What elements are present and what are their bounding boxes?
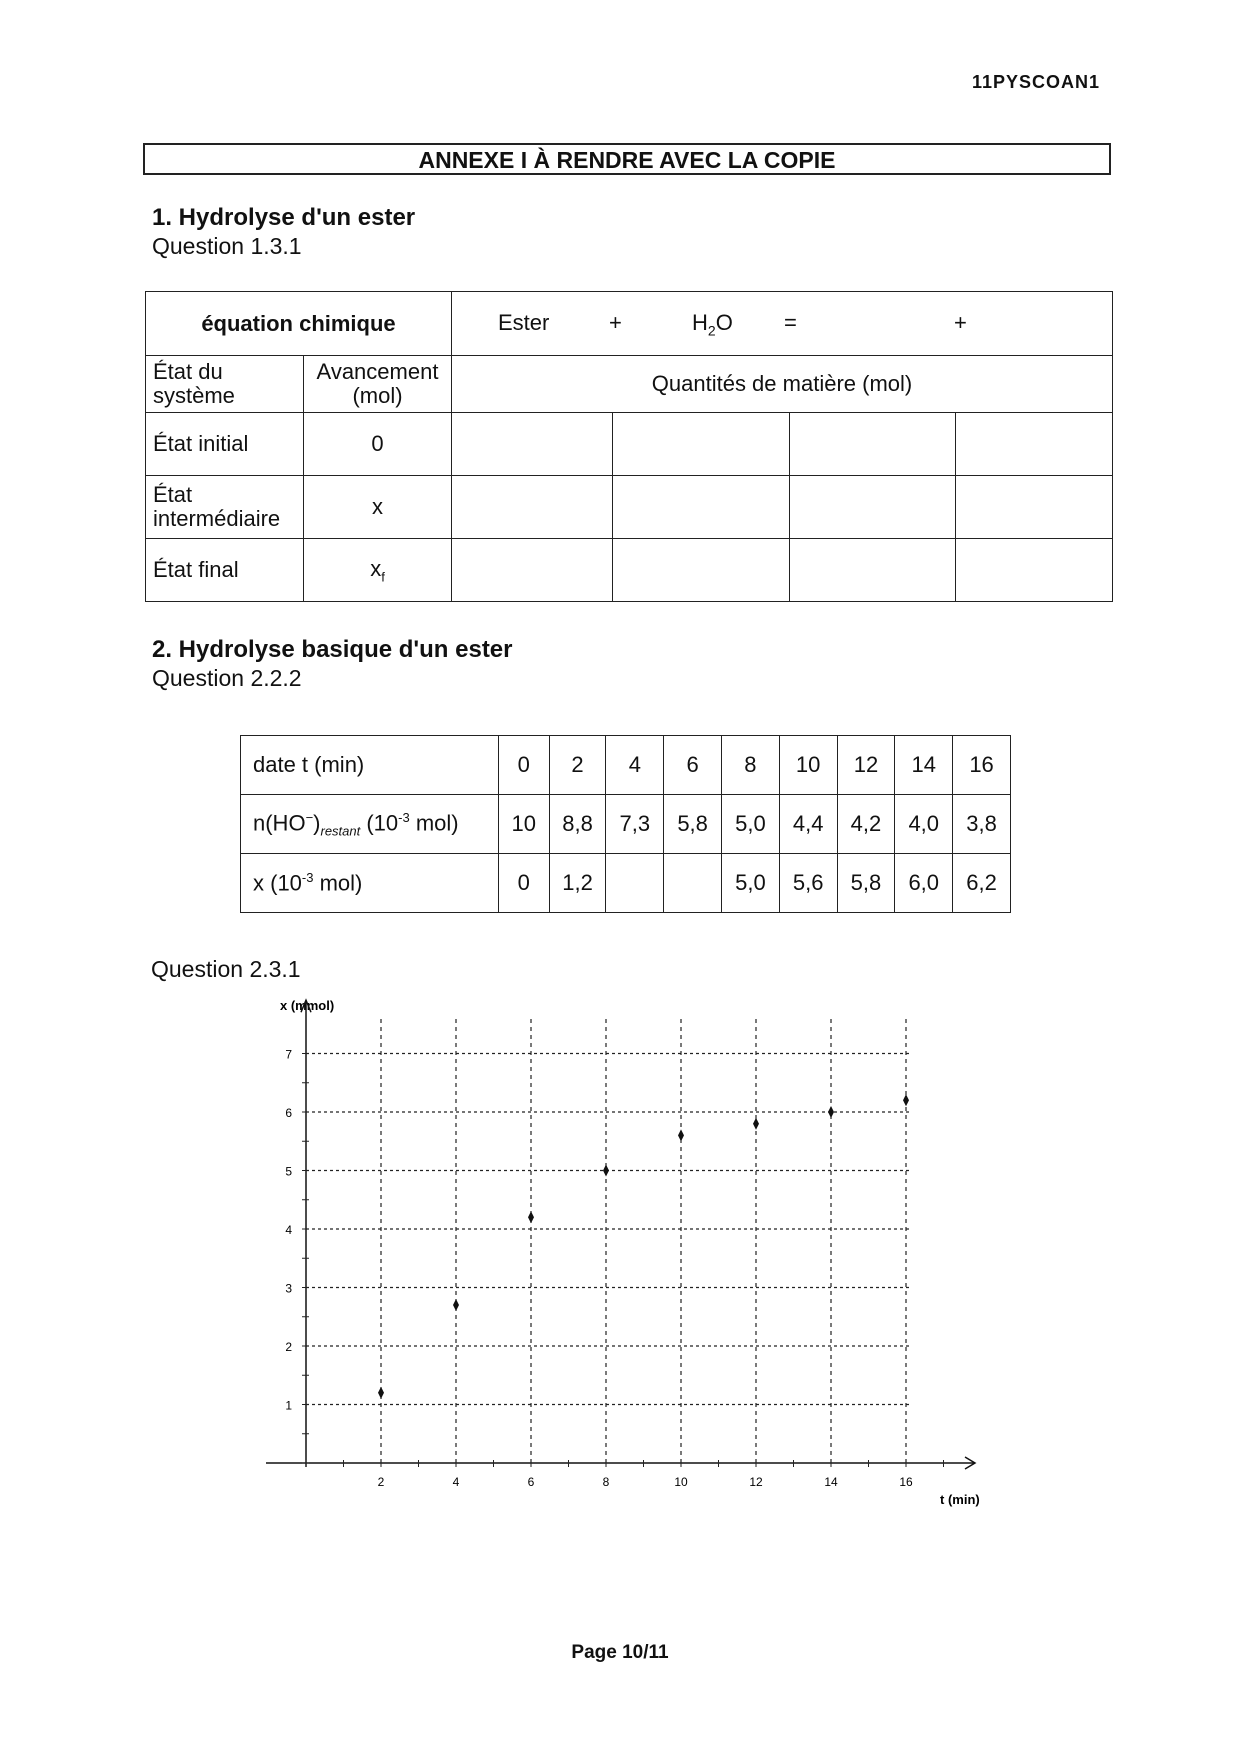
answer-cell[interactable] [956, 476, 1113, 539]
nho-cell: 3,8 [953, 795, 1011, 854]
x-cell: 5,0 [722, 854, 780, 913]
data-point [528, 1211, 534, 1223]
nho-cell: 10 [498, 795, 549, 854]
avancement-header: Avancement (mol) [304, 356, 452, 413]
x-tick-label: 12 [749, 1475, 763, 1489]
x-cell: 0 [498, 854, 549, 913]
nho-cell: 5,0 [722, 795, 780, 854]
annex-banner: ANNEXE I À RENDRE AVEC LA COPIE [143, 143, 1111, 175]
x-cell: 5,8 [837, 854, 895, 913]
date-cell: 6 [664, 736, 722, 795]
row-date-label: date t (min) [241, 736, 499, 795]
x-tick-label: 14 [824, 1475, 838, 1489]
answer-cell[interactable] [452, 476, 613, 539]
question-131: Question 1.3.1 [152, 233, 302, 259]
answer-cell[interactable] [452, 539, 613, 602]
equation-ester: Ester [498, 310, 550, 335]
x-tick-label: 10 [674, 1475, 688, 1489]
y-tick-label: 2 [285, 1340, 292, 1354]
equation-plus-2: + [954, 310, 967, 335]
equation-water: $H_2O$ [692, 310, 733, 339]
answer-cell[interactable] [790, 413, 956, 476]
kinetics-table [240, 735, 1011, 913]
x-cell[interactable] [664, 854, 722, 913]
date-cell: 12 [837, 736, 895, 795]
date-cell: 0 [498, 736, 549, 795]
reaction-table [145, 291, 1113, 602]
y-axis-label: x (mmol) [280, 998, 335, 1013]
document-code: 11PYSCOAN1 [971, 72, 1100, 92]
x-cell: 6,2 [953, 854, 1011, 913]
x-tick-label: 16 [899, 1475, 913, 1489]
row-intermediate-avancement: x [304, 476, 452, 539]
answer-cell[interactable] [613, 476, 790, 539]
nho-cell: 7,3 [606, 795, 664, 854]
answer-cell[interactable] [956, 539, 1113, 602]
equation-plus-1: + [609, 310, 622, 335]
x-tick-label: 4 [452, 1475, 460, 1489]
date-cell: 10 [779, 736, 837, 795]
equation-equals: = [784, 310, 797, 335]
data-point [903, 1094, 909, 1106]
quantites-header: Quantités de matière (mol) [452, 356, 1113, 413]
y-tick-label: 3 [285, 1281, 292, 1296]
nho-cell: 4,2 [837, 795, 895, 854]
row-initial-avancement: 0 [304, 413, 452, 476]
x-axis-label: t (min) [940, 1492, 980, 1507]
y-tick-label: 7 [285, 1047, 292, 1062]
nho-cell: 5,8 [664, 795, 722, 854]
y-tick-label: 5 [285, 1164, 292, 1179]
question-231: Question 2.3.1 [151, 956, 301, 982]
answer-cell[interactable] [790, 476, 956, 539]
data-point [603, 1165, 609, 1177]
x-cell[interactable] [606, 854, 664, 913]
x-tick-label: 2 [377, 1475, 385, 1489]
equation-cell [452, 292, 1113, 356]
page-number: Page 10/11 [571, 1642, 669, 1663]
data-point [678, 1129, 684, 1141]
answer-cell[interactable] [956, 413, 1113, 476]
question-222: Question 2.2.2 [152, 665, 302, 691]
y-tick-label: 6 [285, 1106, 292, 1120]
row-initial-label: État initial [146, 413, 304, 476]
x-vs-t-chart [250, 990, 1010, 1510]
x-tick-label: 6 [527, 1475, 535, 1489]
row-nho-label: $n(HO^-)_{restant}$ ($10^{-3}$ mol) [241, 795, 499, 854]
data-point [753, 1118, 759, 1130]
row-final-label: État final [146, 539, 304, 602]
date-cell: 2 [549, 736, 606, 795]
x-tick-label: 8 [602, 1475, 610, 1489]
nho-cell: 4,0 [895, 795, 953, 854]
row-final-avancement: $x_f$ [304, 539, 452, 602]
answer-cell[interactable] [613, 539, 790, 602]
etat-header: État du système [146, 356, 304, 413]
data-point [378, 1387, 384, 1399]
equation-label: équation chimique [146, 292, 452, 356]
date-cell: 14 [895, 736, 953, 795]
y-tick-label: 4 [285, 1223, 292, 1237]
row-intermediate-label: État intermédiaire [146, 476, 304, 539]
data-point [828, 1106, 834, 1118]
row-x-label: x ($10^{-3}$ mol) [241, 854, 499, 913]
answer-cell[interactable] [452, 413, 613, 476]
data-point [453, 1299, 459, 1311]
x-cell: 5,6 [779, 854, 837, 913]
answer-cell[interactable] [790, 539, 956, 602]
nho-cell: 4,4 [779, 795, 837, 854]
date-cell: 16 [953, 736, 1011, 795]
answer-cell[interactable] [613, 413, 790, 476]
section2-title: 2. Hydrolyse basique d'un ester [152, 636, 513, 663]
x-cell: 1,2 [549, 854, 606, 913]
y-tick-label: 1 [285, 1398, 292, 1413]
nho-cell: 8,8 [549, 795, 606, 854]
date-cell: 8 [722, 736, 780, 795]
date-cell: 4 [606, 736, 664, 795]
section1-title: 1. Hydrolyse d'un ester [152, 204, 416, 231]
x-cell: 6,0 [895, 854, 953, 913]
